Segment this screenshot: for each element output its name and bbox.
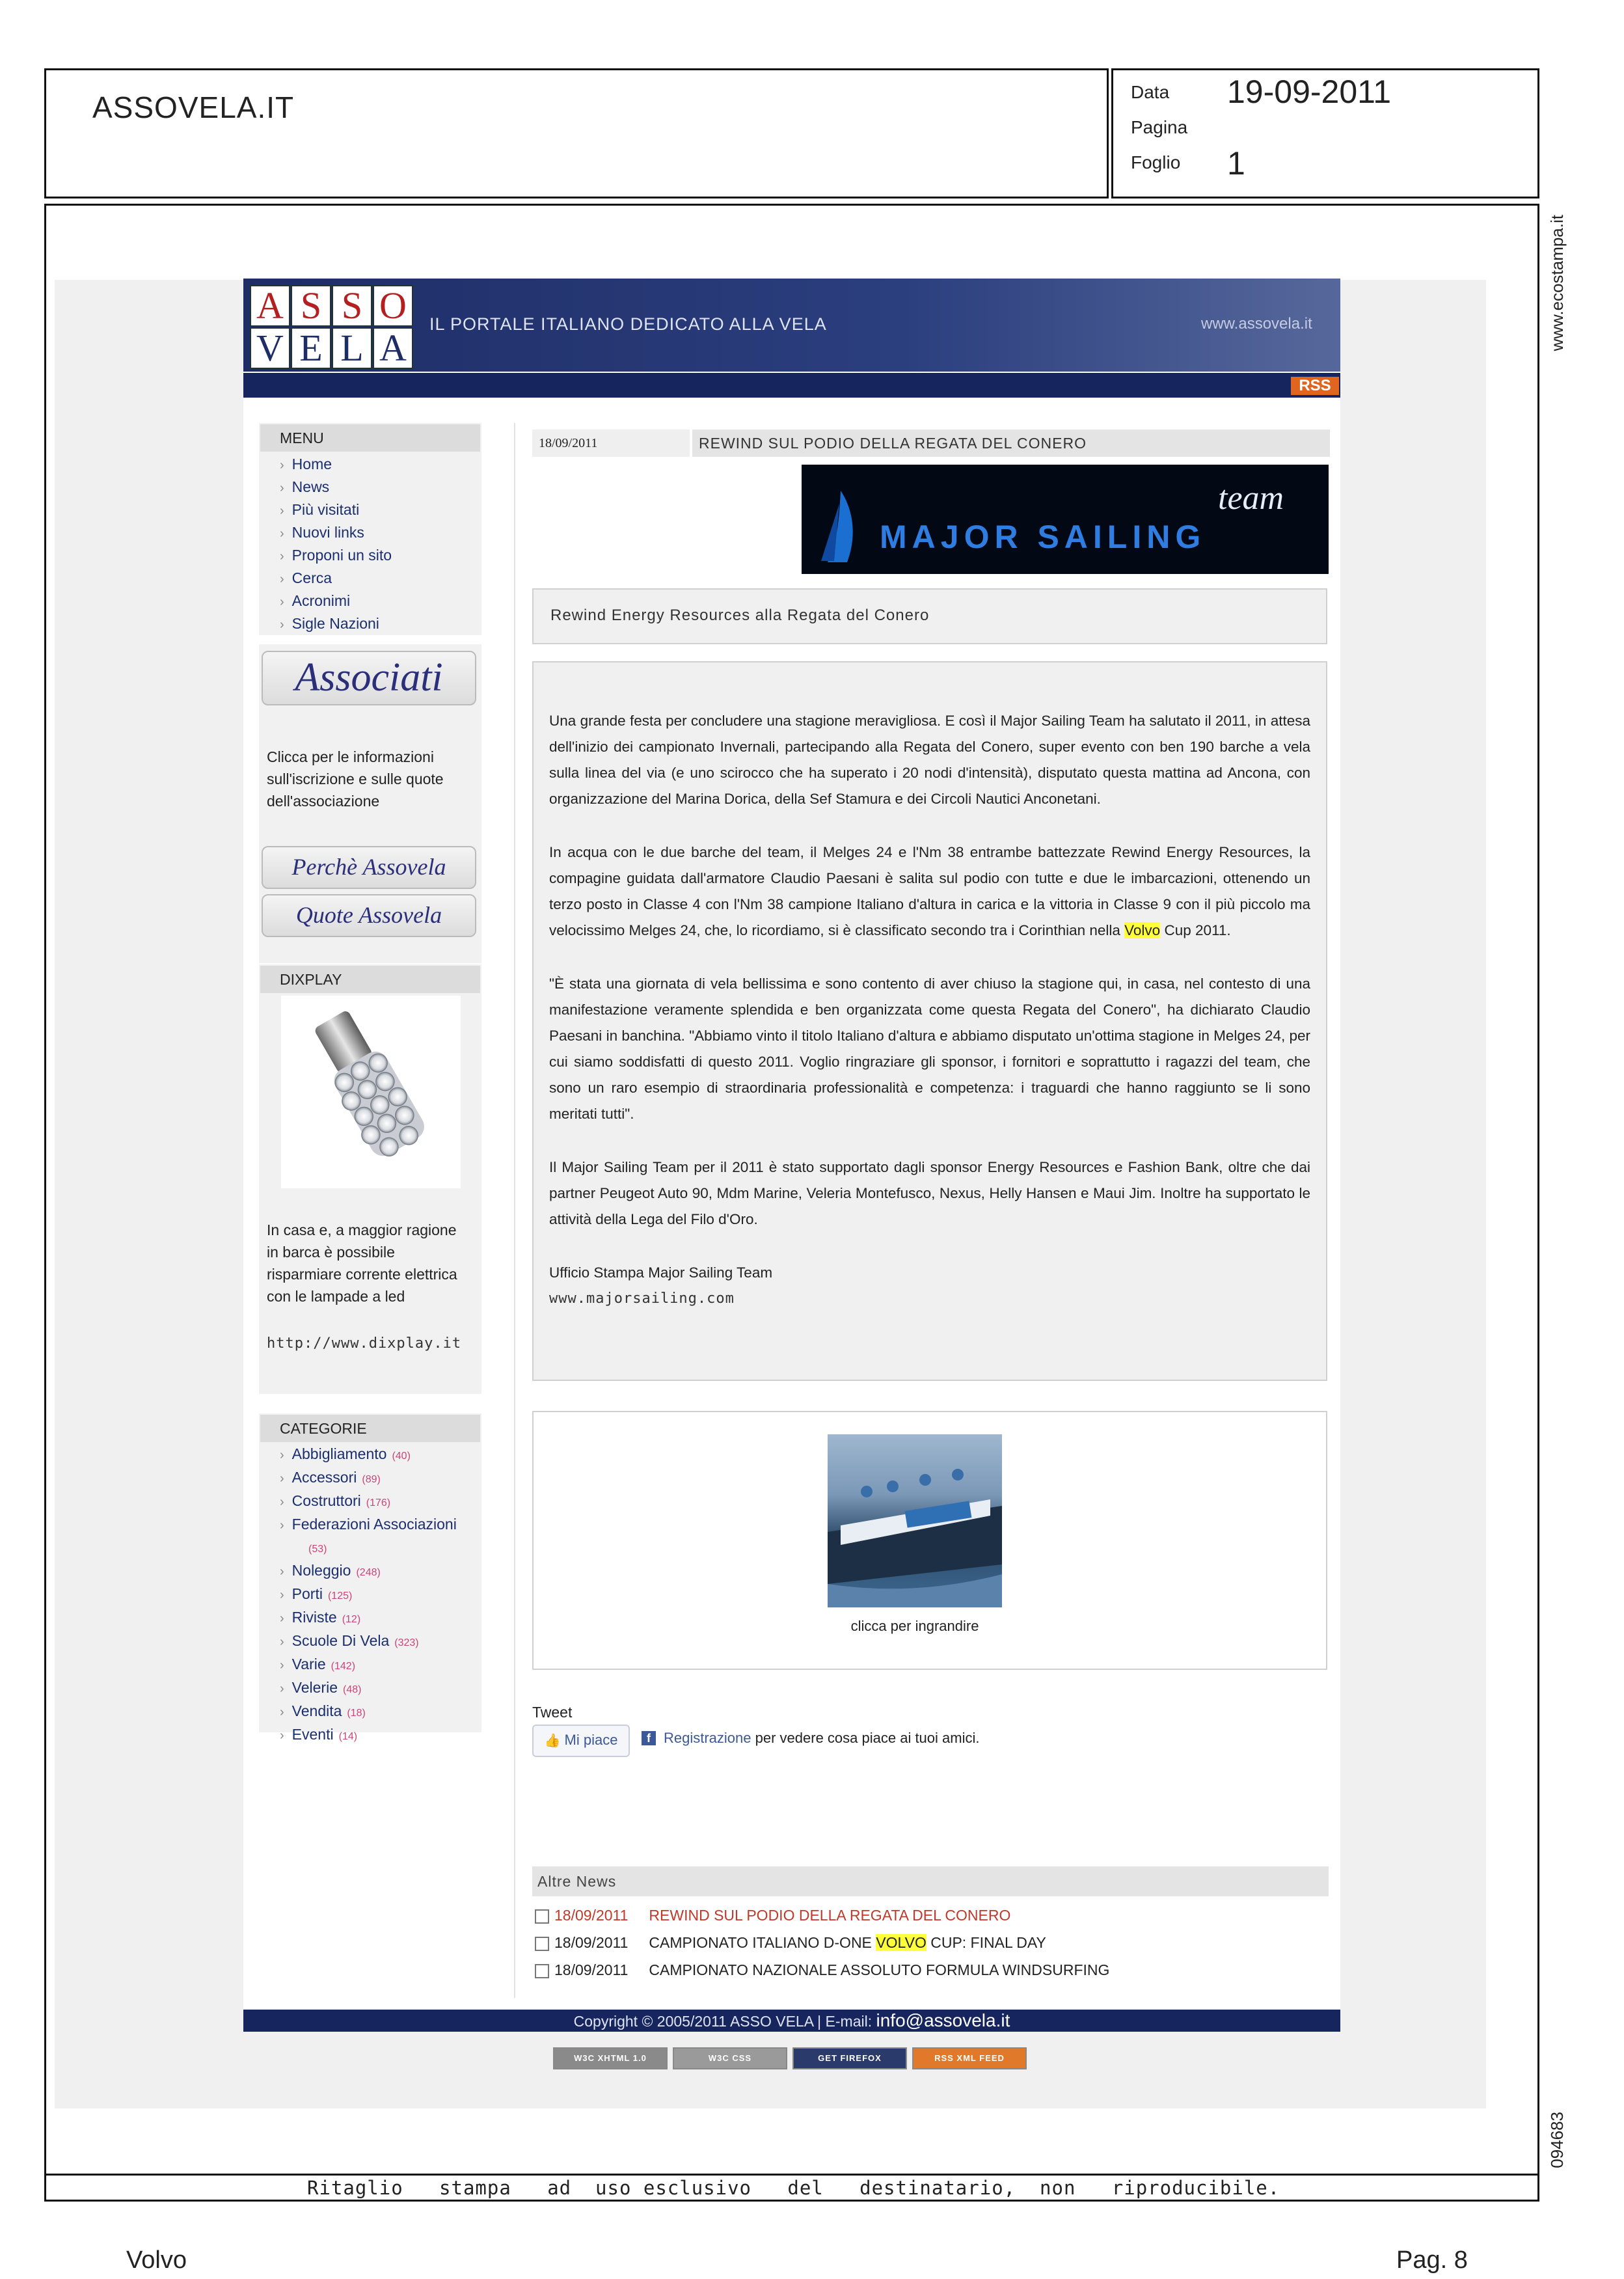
facebook-register-text	[664, 1730, 979, 1747]
sailing-photo[interactable]	[828, 1434, 1002, 1607]
menu-item-news[interactable]: › News	[280, 476, 392, 499]
article-paragraph	[549, 839, 1310, 944]
quote-assovela-button[interactable]: Quote Assovela	[262, 894, 476, 937]
registrazione-link[interactable]: Registrazione	[664, 1730, 751, 1746]
category-item[interactable]	[280, 1724, 475, 1747]
category-name: Accessori	[291, 1469, 357, 1486]
news-row[interactable]	[535, 1907, 1010, 1924]
site-logo[interactable]	[250, 285, 414, 368]
dixplay-text-line: in barca è possibile	[267, 1244, 395, 1261]
facebook-like-button[interactable]	[532, 1725, 630, 1757]
copyright-text: Copyright © 2005/2011 ASSO VELA | E-mail:	[573, 2013, 876, 2030]
category-name: Eventi	[291, 1726, 334, 1743]
w3c-css-badge[interactable]: W3C CSS	[673, 2047, 787, 2069]
dixplay-text-line: In casa e, a maggior ragione	[267, 1221, 457, 1238]
category-name: Noleggio	[291, 1562, 351, 1579]
category-count: (14)	[338, 1731, 358, 1742]
led-lamp-image[interactable]	[281, 996, 461, 1188]
facebook-icon: f	[642, 1731, 656, 1745]
news-date: 18/09/2011	[554, 1907, 629, 1924]
menu-item-piu-visitati[interactable]: › Più visitati	[280, 499, 392, 522]
article-signature: Ufficio Stampa Major Sailing Team	[549, 1264, 773, 1281]
news-date: 18/09/2011	[554, 1934, 629, 1951]
category-item[interactable]	[280, 1630, 475, 1654]
category-name: Vendita	[291, 1702, 342, 1719]
category-item[interactable]	[280, 1677, 475, 1700]
highlight-volvo: VOLVO	[876, 1934, 927, 1951]
news-title: CAMPIONATO NAZIONALE ASSOLUTO FORMULA WINDSURFING	[649, 1961, 1110, 1978]
category-count: (48)	[343, 1684, 362, 1695]
article-text: Cup 2011.	[1160, 922, 1231, 938]
category-item[interactable]	[280, 1490, 475, 1514]
news-row[interactable]	[535, 1961, 1109, 1979]
category-item[interactable]	[280, 1583, 475, 1607]
copyright-bar	[243, 2010, 1340, 2032]
news-title-text: CAMPIONATO ITALIANO D-ONE	[649, 1934, 876, 1951]
article-paragraph: Una grande festa per concludere una stagione meravigliosa. E così il Major Sailing Team ha salutato il 2011, in attesa dell'inizio dei campionato Invernali, partecipando alla Regata del Conero, super evento con ben 190 barche a vela sulla linea del via (e uno scirocco che ha superato i 20 nodi d'intensità), disputato questa mattina ad Ancona, con organizzazione del Marina Dorica, della Sef Stamura e dei Circoli Nautici Anconetani.	[549, 713, 1310, 807]
site-tagline: IL PORTALE ITALIANO DEDICATO ALLA VELA	[429, 314, 827, 334]
article-subtitle: Rewind Energy Resources alla Regata del Conero	[550, 607, 930, 624]
calendar-icon	[535, 1909, 549, 1924]
major-name-label: MAJOR SAILING	[880, 519, 1206, 555]
category-count: (18)	[347, 1708, 366, 1719]
category-count: (12)	[342, 1614, 361, 1625]
category-count: (53)	[308, 1544, 327, 1555]
dixplay-text	[267, 1219, 457, 1307]
category-name: Varie	[291, 1656, 326, 1672]
logo-letter: S	[291, 285, 331, 327]
dixplay-text-line: con le lampade a led	[267, 1288, 405, 1305]
site-url: www.assovela.it	[1201, 315, 1312, 333]
altre-news-title: Altre News	[532, 1866, 1329, 1896]
category-count: (125)	[327, 1590, 353, 1602]
calendar-icon	[535, 1937, 549, 1951]
category-count: (40)	[392, 1451, 411, 1462]
category-name: Porti	[291, 1585, 323, 1602]
category-name: Velerie	[291, 1679, 338, 1696]
menu-item-nuovi-links[interactable]: › Nuovi links	[280, 522, 392, 545]
clip-note: Ritaglio stampa ad uso esclusivo del destinatario, non riproducibile.	[307, 2177, 1280, 2199]
site-navbar	[243, 373, 1340, 398]
firefox-badge[interactable]: GET FIREFOX	[792, 2047, 907, 2069]
category-count: (142)	[331, 1661, 356, 1672]
logo-letter: A	[373, 327, 413, 369]
ecostampa-note: www.ecostampa.it	[1547, 215, 1567, 351]
news-row[interactable]	[535, 1934, 1046, 1952]
thumbs-up-icon: 👍	[544, 1734, 561, 1748]
like-label: Mi piace	[564, 1732, 618, 1748]
calendar-icon	[535, 1964, 549, 1978]
news-title-text: CUP: FINAL DAY	[926, 1934, 1046, 1951]
category-item[interactable]	[280, 1654, 475, 1677]
document-code: 094683	[1547, 2112, 1567, 2168]
associati-button[interactable]: Associati	[262, 651, 476, 705]
rss-button[interactable]: RSS	[1291, 377, 1339, 395]
category-count: (89)	[362, 1474, 381, 1485]
logo-letter: S	[332, 285, 372, 327]
categorie-list	[280, 1443, 475, 1747]
article-title: REWIND SUL PODIO DELLA REGATA DEL CONERO	[692, 430, 1330, 457]
tweet-link[interactable]: Tweet	[532, 1704, 573, 1721]
associati-text-line: Clicca per le informazioni	[267, 748, 434, 765]
led-lamp-illustration	[281, 996, 461, 1188]
menu-item-cerca[interactable]: › Cerca	[280, 567, 392, 590]
associati-text-line: dell'associazione	[267, 793, 380, 810]
category-name: Federazioni Associazioni	[291, 1516, 457, 1533]
menu-item-acronimi[interactable]: › Acronimi	[280, 590, 392, 613]
associati-text-line: sull'iscrizione e sulle quote	[267, 771, 444, 787]
header-source-box	[44, 68, 1109, 198]
dixplay-title: DIXPLAY	[260, 966, 480, 993]
footer-keyword: Volvo	[126, 2246, 187, 2274]
category-name: Riviste	[291, 1609, 337, 1626]
menu-item-home[interactable]: › Home	[280, 454, 392, 476]
category-item[interactable]	[280, 1700, 475, 1724]
news-title: REWIND SUL PODIO DELLA REGATA DEL CONERO	[649, 1907, 1011, 1924]
data-value: 19-09-2011	[1227, 74, 1392, 110]
email-link[interactable]: info@assovela.it	[876, 2010, 1010, 2030]
logo-letter: E	[291, 327, 331, 369]
photo-caption[interactable]: clicca per ingrandire	[850, 1618, 979, 1634]
article-body	[549, 708, 1310, 1312]
majorsailing-link[interactable]: www.majorsailing.com	[549, 1290, 735, 1307]
foglio-label: Foglio	[1131, 152, 1181, 172]
news-date: 18/09/2011	[554, 1961, 629, 1978]
pagina-label: Pagina	[1131, 117, 1188, 137]
article-paragraph: "È stata una giornata di vela bellissima e sono contento di aver chiuso la stagione qui, in casa, nel contesto di una manifestazione veramente splendida e ben organizzata come questa Regata del Conero", ha dichiarato Claudio Paesani in banchina. "Abbiamo vinto il titolo Italiano d'altura e abbiamo disputato un'ottima stagione in Melges 24, per cui siamo soddisfatti di questo 2011. Voglio ringraziare gli sponsor, i fornitori e soprattutto i ragazzi del team, che sono un raro esempio di straordinaria professionalità e competenza: i traguardi che hanno raggiunto se li sono meritati tutti".	[549, 976, 1310, 1122]
w3c-xhtml-badge[interactable]: W3C XHTML 1.0	[553, 2047, 668, 2069]
article-date: 18/09/2011	[532, 430, 690, 457]
category-name: Scuole Di Vela	[291, 1632, 390, 1649]
article-text: In acqua con le due barche del team, il Melges 24 e l'Nm 38 entrambe battezzate Rewind Energy Resources, la compagine guidata dall'armatore Claudio Paesani è salita sul podio con tutte e due le imbarcazioni, ottenendo un terzo posto in Classe 4 con l'Nm 38 campione Italiano d'altura in carica e la vittoria in Classe 9 con il più piccolo ma velocissimo Melges 24, che, lo ricordiamo, si è classificato secondo tra i Corinthian nella	[549, 844, 1310, 938]
category-item[interactable]	[280, 1443, 475, 1467]
menu-title: MENU	[260, 424, 480, 452]
clip-note-rule	[46, 2174, 1538, 2176]
category-count: (248)	[356, 1567, 381, 1578]
major-team-label: team	[1218, 480, 1284, 517]
column-divider	[514, 423, 515, 1998]
sailboat-picture	[828, 1434, 1002, 1607]
dixplay-link[interactable]: http://www.dixplay.it	[267, 1335, 462, 1352]
categorie-title: CATEGORIE	[260, 1415, 480, 1442]
major-sailing-logo	[802, 465, 1329, 574]
dixplay-text-line: risparmiare corrente elettrica	[267, 1266, 457, 1283]
category-name: Costruttori	[291, 1492, 361, 1509]
category-count: (323)	[394, 1637, 419, 1648]
menu-list	[280, 454, 392, 636]
foglio-value: 1	[1227, 145, 1245, 182]
news-title	[649, 1934, 1046, 1951]
source-title: ASSOVELA.IT	[92, 90, 295, 124]
logo-letter: A	[250, 285, 290, 327]
menu-item-proponi[interactable]: › Proponi un sito	[280, 545, 392, 567]
category-name: Abbigliamento	[291, 1445, 387, 1462]
category-count: (176)	[366, 1497, 391, 1508]
rss-xml-badge[interactable]: RSS XML FEED	[912, 2047, 1027, 2069]
category-item[interactable]	[280, 1560, 475, 1583]
associati-text	[267, 746, 444, 812]
perche-assovela-button[interactable]: Perchè Assovela	[262, 846, 476, 889]
menu-item-sigle-nazioni[interactable]: › Sigle Nazioni	[280, 613, 392, 636]
highlight-volvo: Volvo	[1124, 922, 1161, 938]
category-item[interactable]	[280, 1514, 475, 1560]
registrazione-text: per vedere cosa piace ai tuoi amici.	[751, 1730, 980, 1746]
logo-letter: O	[373, 285, 413, 327]
logo-letter: V	[250, 327, 290, 369]
data-label: Data	[1131, 82, 1170, 102]
logo-letter: L	[332, 327, 372, 369]
footer-page: Pag. 8	[1396, 2246, 1468, 2274]
article-paragraph: Il Major Sailing Team per il 2011 è stato supportato dagli sponsor Energy Resources e Fashion Bank, oltre che dai partner Peugeot Auto 90, Mdm Marine, Veleria Montefusco, Nexus, Helly Hansen e Maui Jim. Inoltre ha supportato le attività della Lega del Filo d'Oro.	[549, 1159, 1310, 1227]
category-item[interactable]	[280, 1607, 475, 1630]
category-item[interactable]	[280, 1467, 475, 1490]
